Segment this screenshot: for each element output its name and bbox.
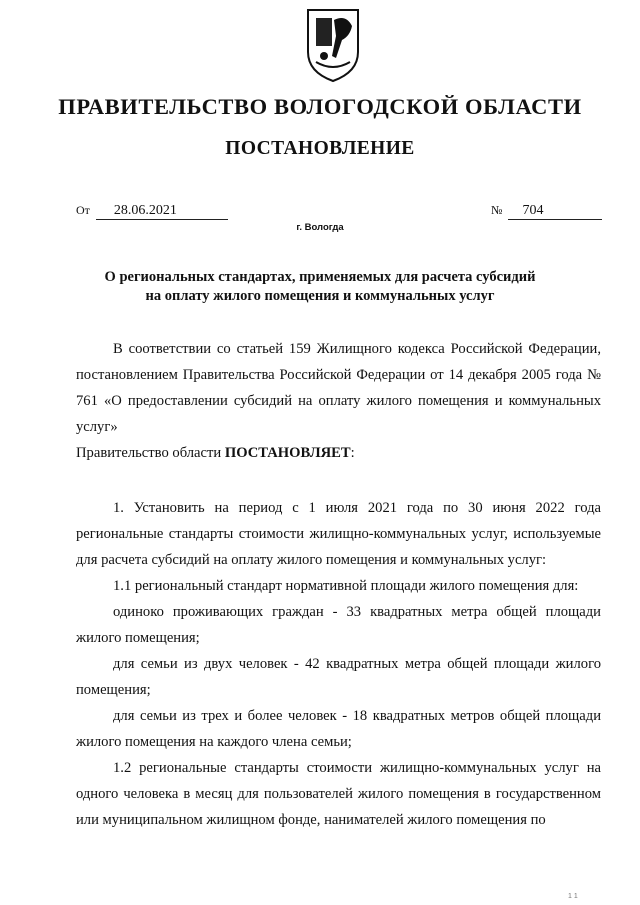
decree-word: ПОСТАНОВЛЯЕТ bbox=[224, 445, 351, 461]
decree-suffix: : bbox=[350, 445, 355, 461]
paragraph-1-1-c: для семьи из трех и более человек - 18 квадратных метров общей площади жилого помещения на каждого члена семьи; bbox=[76, 708, 601, 750]
preamble-paragraph: В соответствии со статьей 159 Жилищного кодекса Российской Федерации, постановлением Правительства Российской Федерации от 14 декабря 2005 года № 761 «О предоставлении субсидий на оплату жилого помещения и коммунальных услуг» bbox=[76, 341, 601, 435]
decree-line bbox=[76, 440, 601, 466]
city-label: г. Вологда bbox=[296, 222, 344, 233]
number-value: 704 bbox=[508, 203, 602, 220]
date-label: От bbox=[76, 203, 90, 217]
paragraph-gap bbox=[76, 466, 601, 495]
document-type: ПОСТАНОВЛЕНИЕ bbox=[225, 138, 415, 159]
date-value: 28.06.2021 bbox=[96, 203, 228, 220]
page-mark: 1 1 bbox=[568, 893, 578, 900]
heading-line-2: на оплату жилого помещения и коммунальных услуг bbox=[145, 288, 495, 304]
heading-line-1: О региональных стандартах, применяемых для расчета субсидий bbox=[104, 269, 536, 285]
number-label: № bbox=[491, 203, 503, 217]
document-body bbox=[76, 336, 601, 833]
paragraph-1-1-b: для семьи из двух человек - 42 квадратных метра общей площади жилого помещения; bbox=[76, 656, 601, 698]
paragraph-1: 1. Установить на период с 1 июля 2021 года по 30 июня 2022 года региональные стандарты стоимости жилищно-коммунальных услуг, используемые для расчета субсидий на оплату жилого помещения и коммунальных услуг: bbox=[76, 500, 601, 568]
paragraph-1-2: 1.2 региональные стандарты стоимости жилищно-коммунальных услуг на одного человека в месяц для пользователей жилого помещения в государственном или муниципальном жилищном фонде, нанимателей жилого помещения по bbox=[76, 760, 601, 828]
paragraph-1-1-a: одиноко проживающих граждан - 33 квадратных метра общей площади жилого помещения; bbox=[76, 604, 601, 646]
coat-of-arms-icon bbox=[302, 6, 364, 84]
government-title: ПРАВИТЕЛЬСТВО ВОЛОГОДСКОЙ ОБЛАСТИ bbox=[58, 94, 582, 119]
paragraph-1-1: 1.1 региональный стандарт нормативной площади жилого помещения для: bbox=[113, 578, 579, 594]
number-field bbox=[491, 203, 602, 220]
document-heading bbox=[0, 268, 640, 306]
date-field bbox=[76, 203, 228, 220]
decree-prefix: Правительство области bbox=[76, 445, 225, 461]
